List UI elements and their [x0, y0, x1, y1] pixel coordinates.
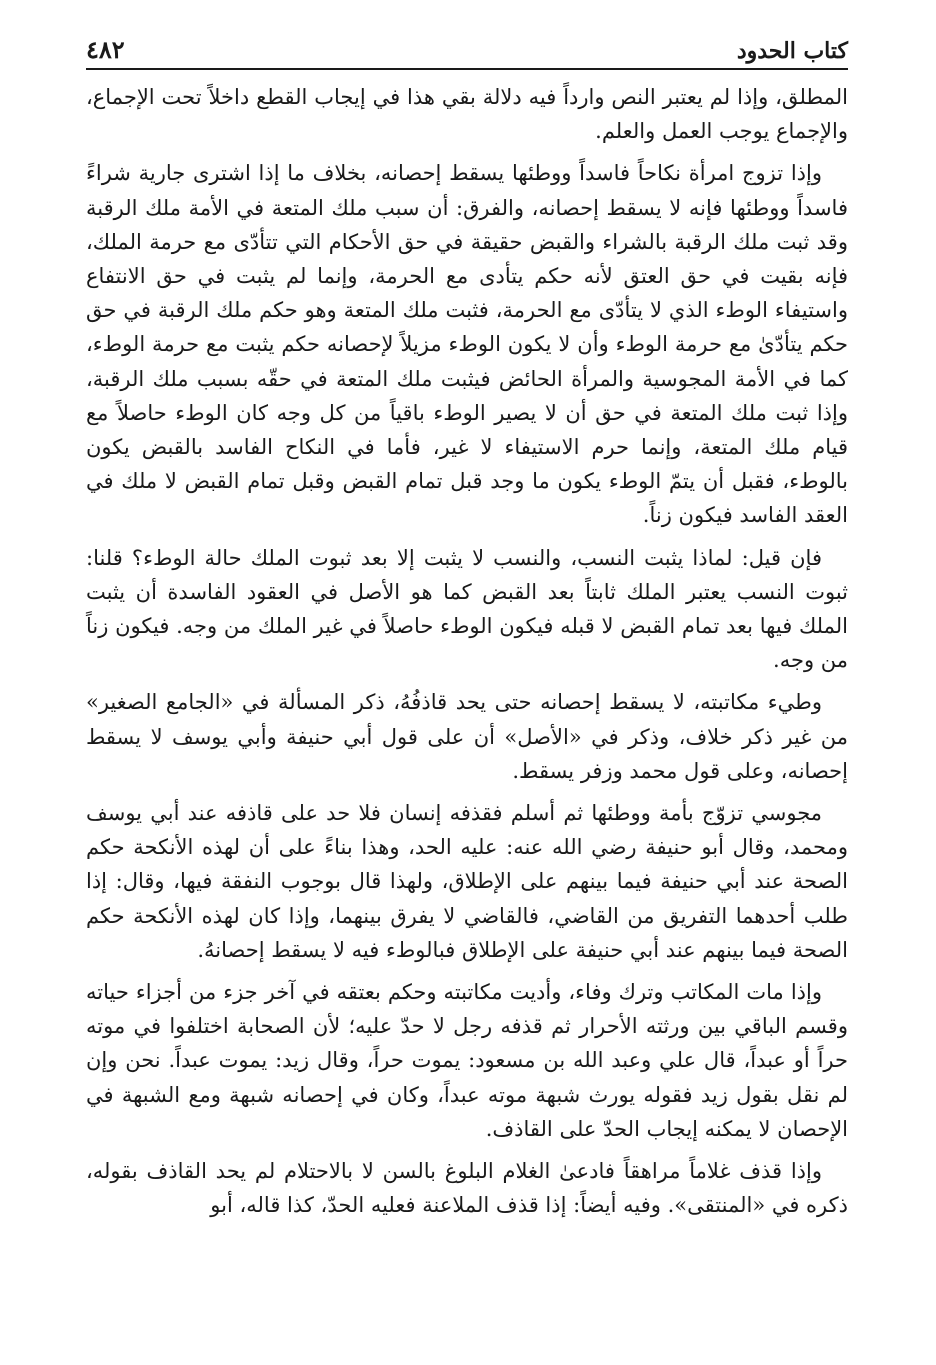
- paragraph: وطيء مكاتبته، لا يسقط إحصانه حتى يحد قاذفُهُ، ذكر المسألة في «الجامع الصغير» من غير ذكر خلاف، وذكر في «الأصل» أن على قول أبي حنيفة وأبي يوسف لا يسقط إحصانه، وعلى قول محمد وزفر يسقط.: [86, 690, 848, 783]
- running-title: كتاب الحدود: [736, 38, 848, 64]
- page-header: [86, 30, 848, 64]
- page-body: [86, 80, 848, 1231]
- paragraph: وإذا تزوج امرأة نكاحاً فاسداً ووطئها يسقط إحصانه، بخلاف ما إذا اشترى جارية شراءً فاسداً ووطئها فإنه لا يسقط إحصانه، والفرق: أن سبب ملك المتعة في الأمة ملك الرقبة وقد ثبت ملك الرقبة بالشراء والقبض حقيقة في حق الأحكام التي تتأدّى مع حرمة الملك، فإنه بقيت في حق العتق لأنه حكم يتأدى مع الحرمة، وإنما لم يثبت في حق الانتفاع واستيفاء الوطء الذي لا يتأدّى مع الحرمة، فثبت ملك المتعة وهو حكم ملك الرقبة في حق حكم يتأدّىٰ مع حرمة الوطء وأن لا يكون الوطء مزيلاً لإحصانه حكم يثبت مع حرمة الوطء، كما في الأمة المجوسية والمرأة الحائض فيثبت ملك المتعة في حقّه بسبب ملك الرقبة، وإذا ثبت ملك المتعة في حق أن لا يصير الوطء باقياً من كل وجه كان الوطء حاصلاً مع قيام ملك المتعة، وإنما حرم الاستيفاء لا غير، فأما في النكاح الفاسد بالقبض يكون بالوطء، فقبل أن يتمّ الوطء يكون ما وجد قبل تمام القبض وقبل تمام القبض لا ملك في العقد الفاسد فيكون زناً.: [86, 161, 848, 528]
- paragraph: وإذا مات المكاتب وترك وفاء، وأديت مكاتبته وحكم بعتقه في آخر جزء من أجزاء حياته وقسم الباقي بين ورثته الأحرار ثم قذفه رجل لا حدّ عليه؛ لأن الصحابة اختلفوا في موته حراً أو عبداً، قال علي وعبد الله بن مسعود: يموت حراً، وقال زيد: يموت عبداً. نحن وإن لم نقل بقول زيد فقوله يورث شبهة موته عبداً، وكان في إحصانه شبهة ومع الشبهة في الإحصان لا يمكنه إيجاب الحدّ على القاذف.: [86, 980, 848, 1141]
- paragraph: مجوسي تزوّج بأمة ووطئها ثم أسلم فقذفه إنسان فلا حد على قاذفه عند أبي يوسف ومحمد، وقال أبو حنيفة رضي الله عنه: عليه الحد، وهذا بناءً على أن لهذه الأنكحة حكم الصحة عند أبي حنيفة فيما بينهم على الإطلاق، ولهذا قال بوجوب النفقة فيها، وقال: إذا طلب أحدهما التفريق من القاضي، فالقاضي لا يفرق بينهما، وإذا كان لهذه الأنكحة حكم الصحة فيما بينهم عند أبي حنيفة على الإطلاق فبالوطء فيه لا يسقط إحصانهُ.: [86, 801, 848, 962]
- paragraph: فإن قيل: لماذا يثبت النسب، والنسب لا يثبت إلا بعد ثبوت الملك حالة الوطء؟ قلنا: ثبوت النسب يعتبر الملك ثابتاً بعد القبض كما هو الأصل في العقود الفاسدة أن يثبت الملك فيها بعد تمام القبض لا قبله فيكون الوطء حاصلاً في غير الملك من وجه. فيكون زناً من وجه.: [86, 545, 848, 673]
- header-rule: [86, 68, 848, 70]
- book-page: [86, 0, 848, 1365]
- page-number: ٤٨٢: [86, 35, 125, 64]
- paragraph: المطلق، وإذا لم يعتبر النص وارداً فيه دلالة بقي هذا في إيجاب القطع داخلاً تحت الإجماع، والإجماع يوجب العمل والعلم.: [86, 85, 848, 144]
- paragraph: وإذا قذف غلاماً مراهقاً فادعىٰ الغلام البلوغ بالسن لا بالاحتلام لم يحد القاذف بقوله، ذكره في «المنتقى». وفيه أيضاً: إذا قذف الملاعنة فعليه الحدّ، كذا قاله، أبو: [86, 1159, 848, 1218]
